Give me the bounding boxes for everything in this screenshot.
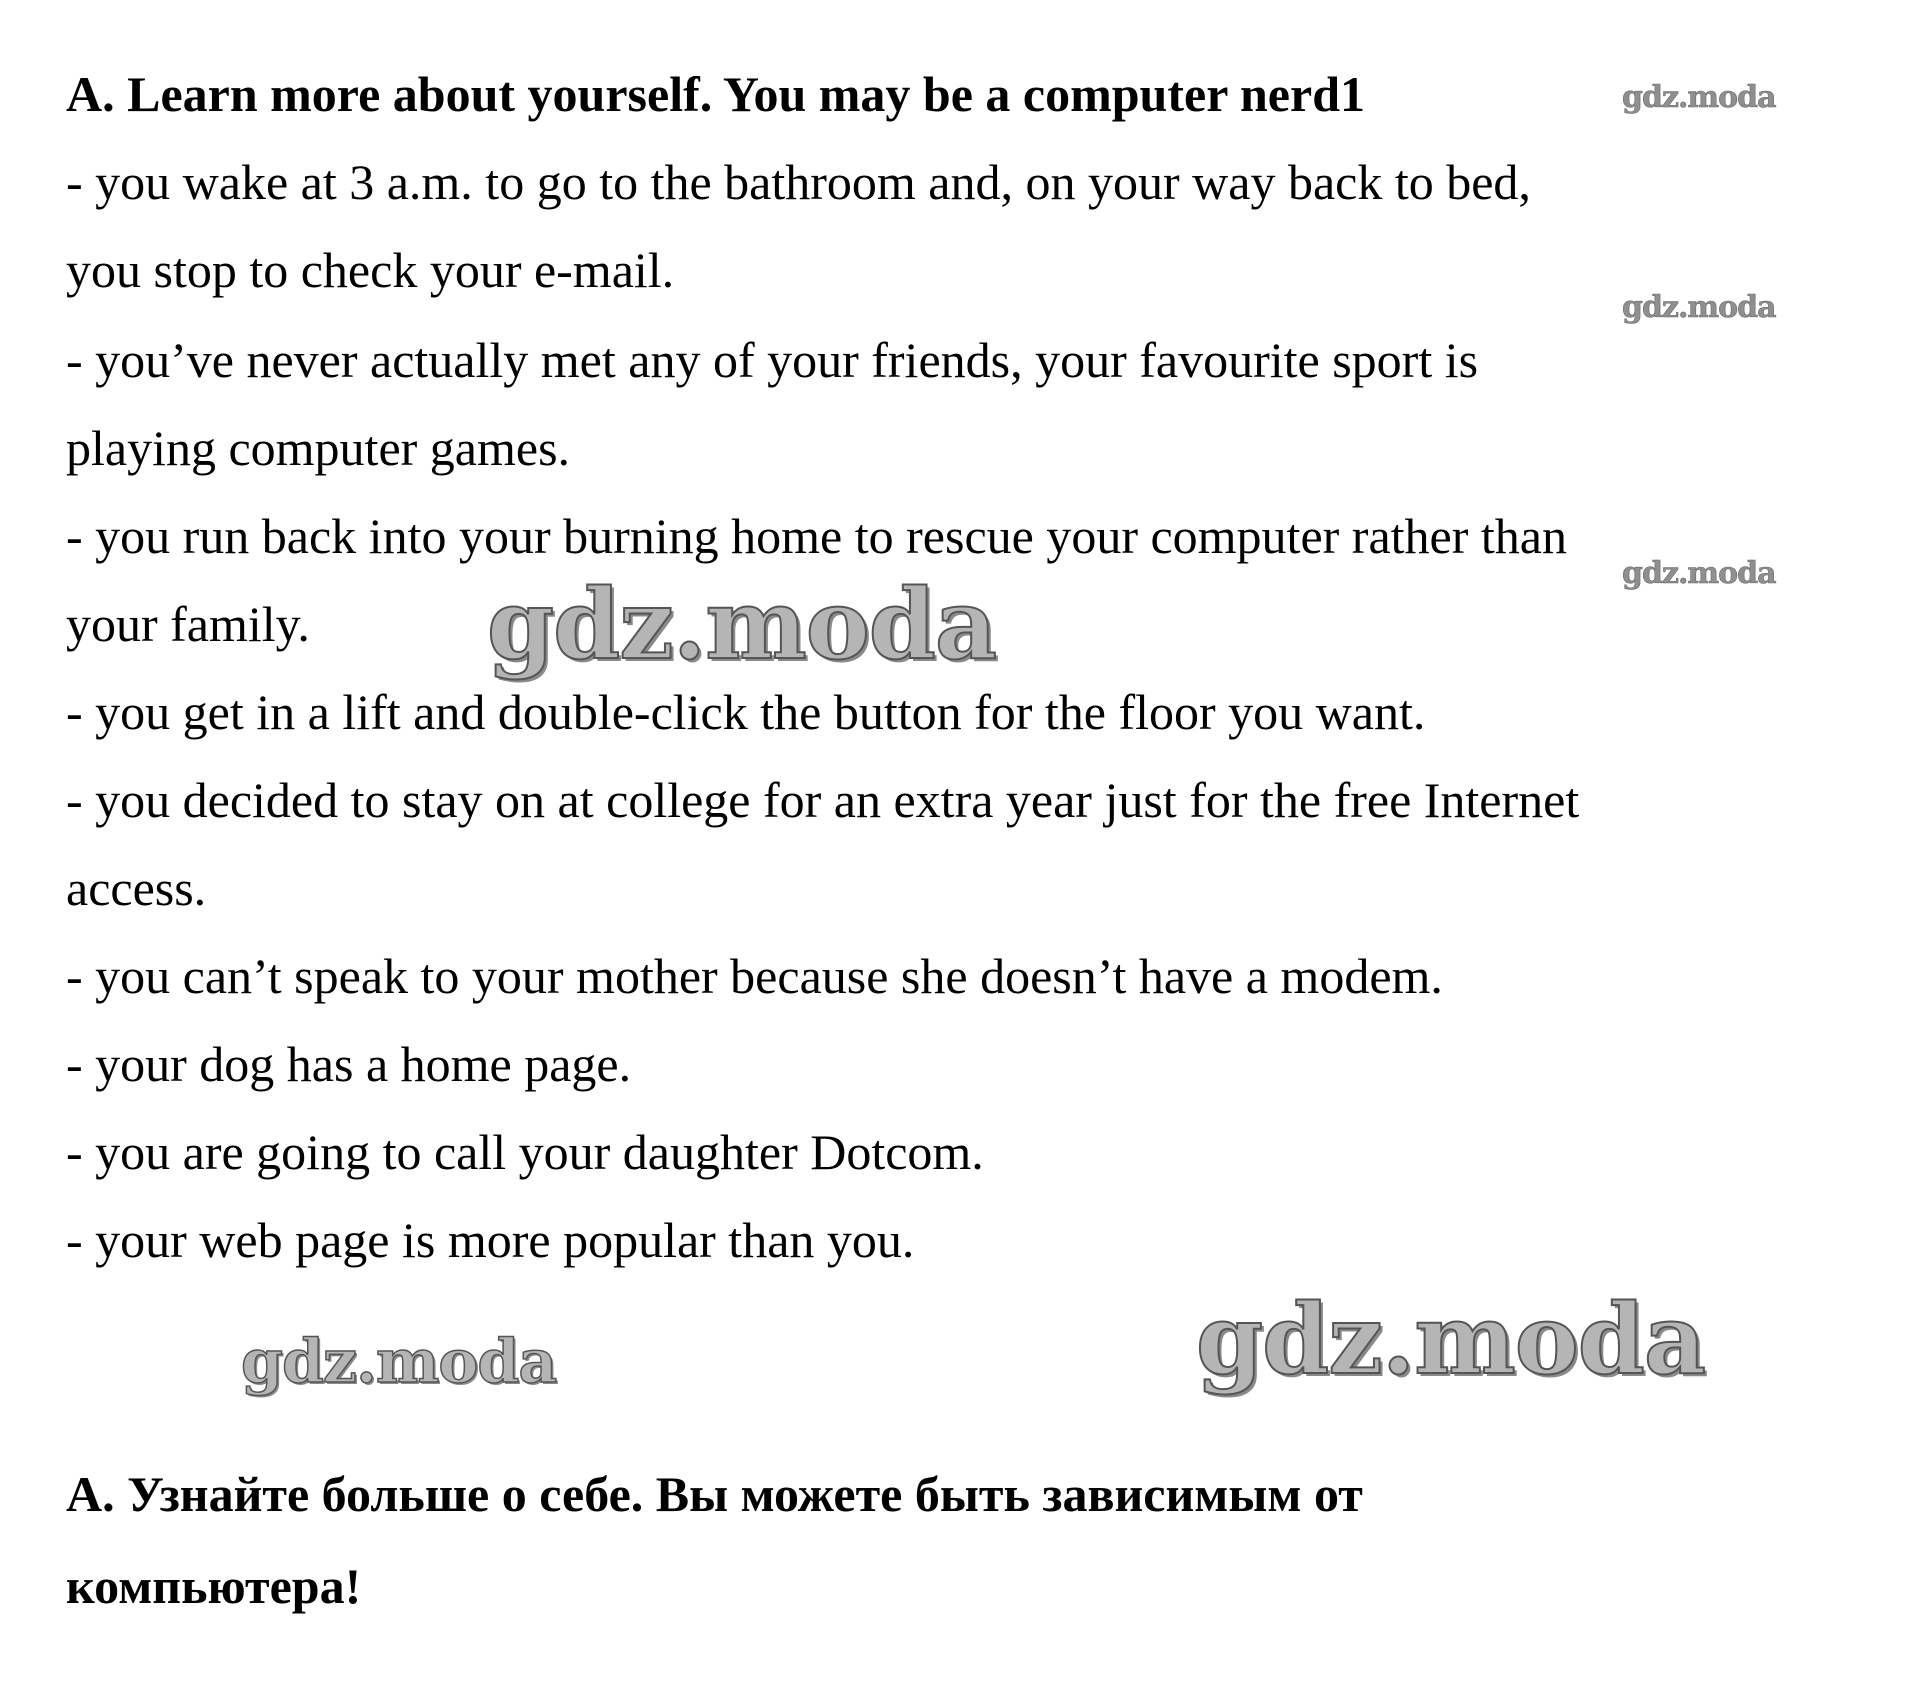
text-line-7: - you get in a lift and double-click the button for the floor you want. <box>66 684 1426 740</box>
text-line-3: - you’ve never actually met any of your friends, your favourite sport is <box>66 332 1479 388</box>
heading-english: A. Learn more about yourself. You may be a computer nerd1 <box>66 66 1365 122</box>
text-line-4: playing computer games. <box>66 420 571 476</box>
text-line-12: - you are going to call your daughter Dotcom. <box>66 1124 984 1180</box>
text-line-6: your family. <box>66 596 310 652</box>
watermark-large-2: gdz.moda <box>1196 1283 1706 1396</box>
text-line-11: - your dog has a home page. <box>66 1036 632 1092</box>
heading-russian-line-1: А. Узнайте больше о себе. Вы можете быть зависимым от <box>66 1466 1363 1522</box>
watermark-small-1: gdz.moda <box>1622 80 1776 115</box>
text-line-5: - you run back into your burning home to rescue your computer rather than <box>66 508 1567 564</box>
watermark-large-1: gdz.moda <box>487 568 997 681</box>
watermark-medium: gdz.moda <box>241 1327 557 1397</box>
text-line-13: - your web page is more popular than you. <box>66 1212 915 1268</box>
text-line-8: - you decided to stay on at college for an extra year just for the free Internet <box>66 772 1580 828</box>
watermark-small-2: gdz.moda <box>1622 290 1776 325</box>
text-line-2: you stop to check your e-mail. <box>66 242 675 298</box>
heading-russian-line-2: компьютера! <box>66 1558 362 1614</box>
watermark-small-3: gdz.moda <box>1622 556 1776 591</box>
text-line-1: - you wake at 3 a.m. to go to the bathroom and, on your way back to bed, <box>66 154 1531 210</box>
text-line-9: access. <box>66 860 207 916</box>
text-line-10: - you can’t speak to your mother because she doesn’t have a modem. <box>66 948 1443 1004</box>
